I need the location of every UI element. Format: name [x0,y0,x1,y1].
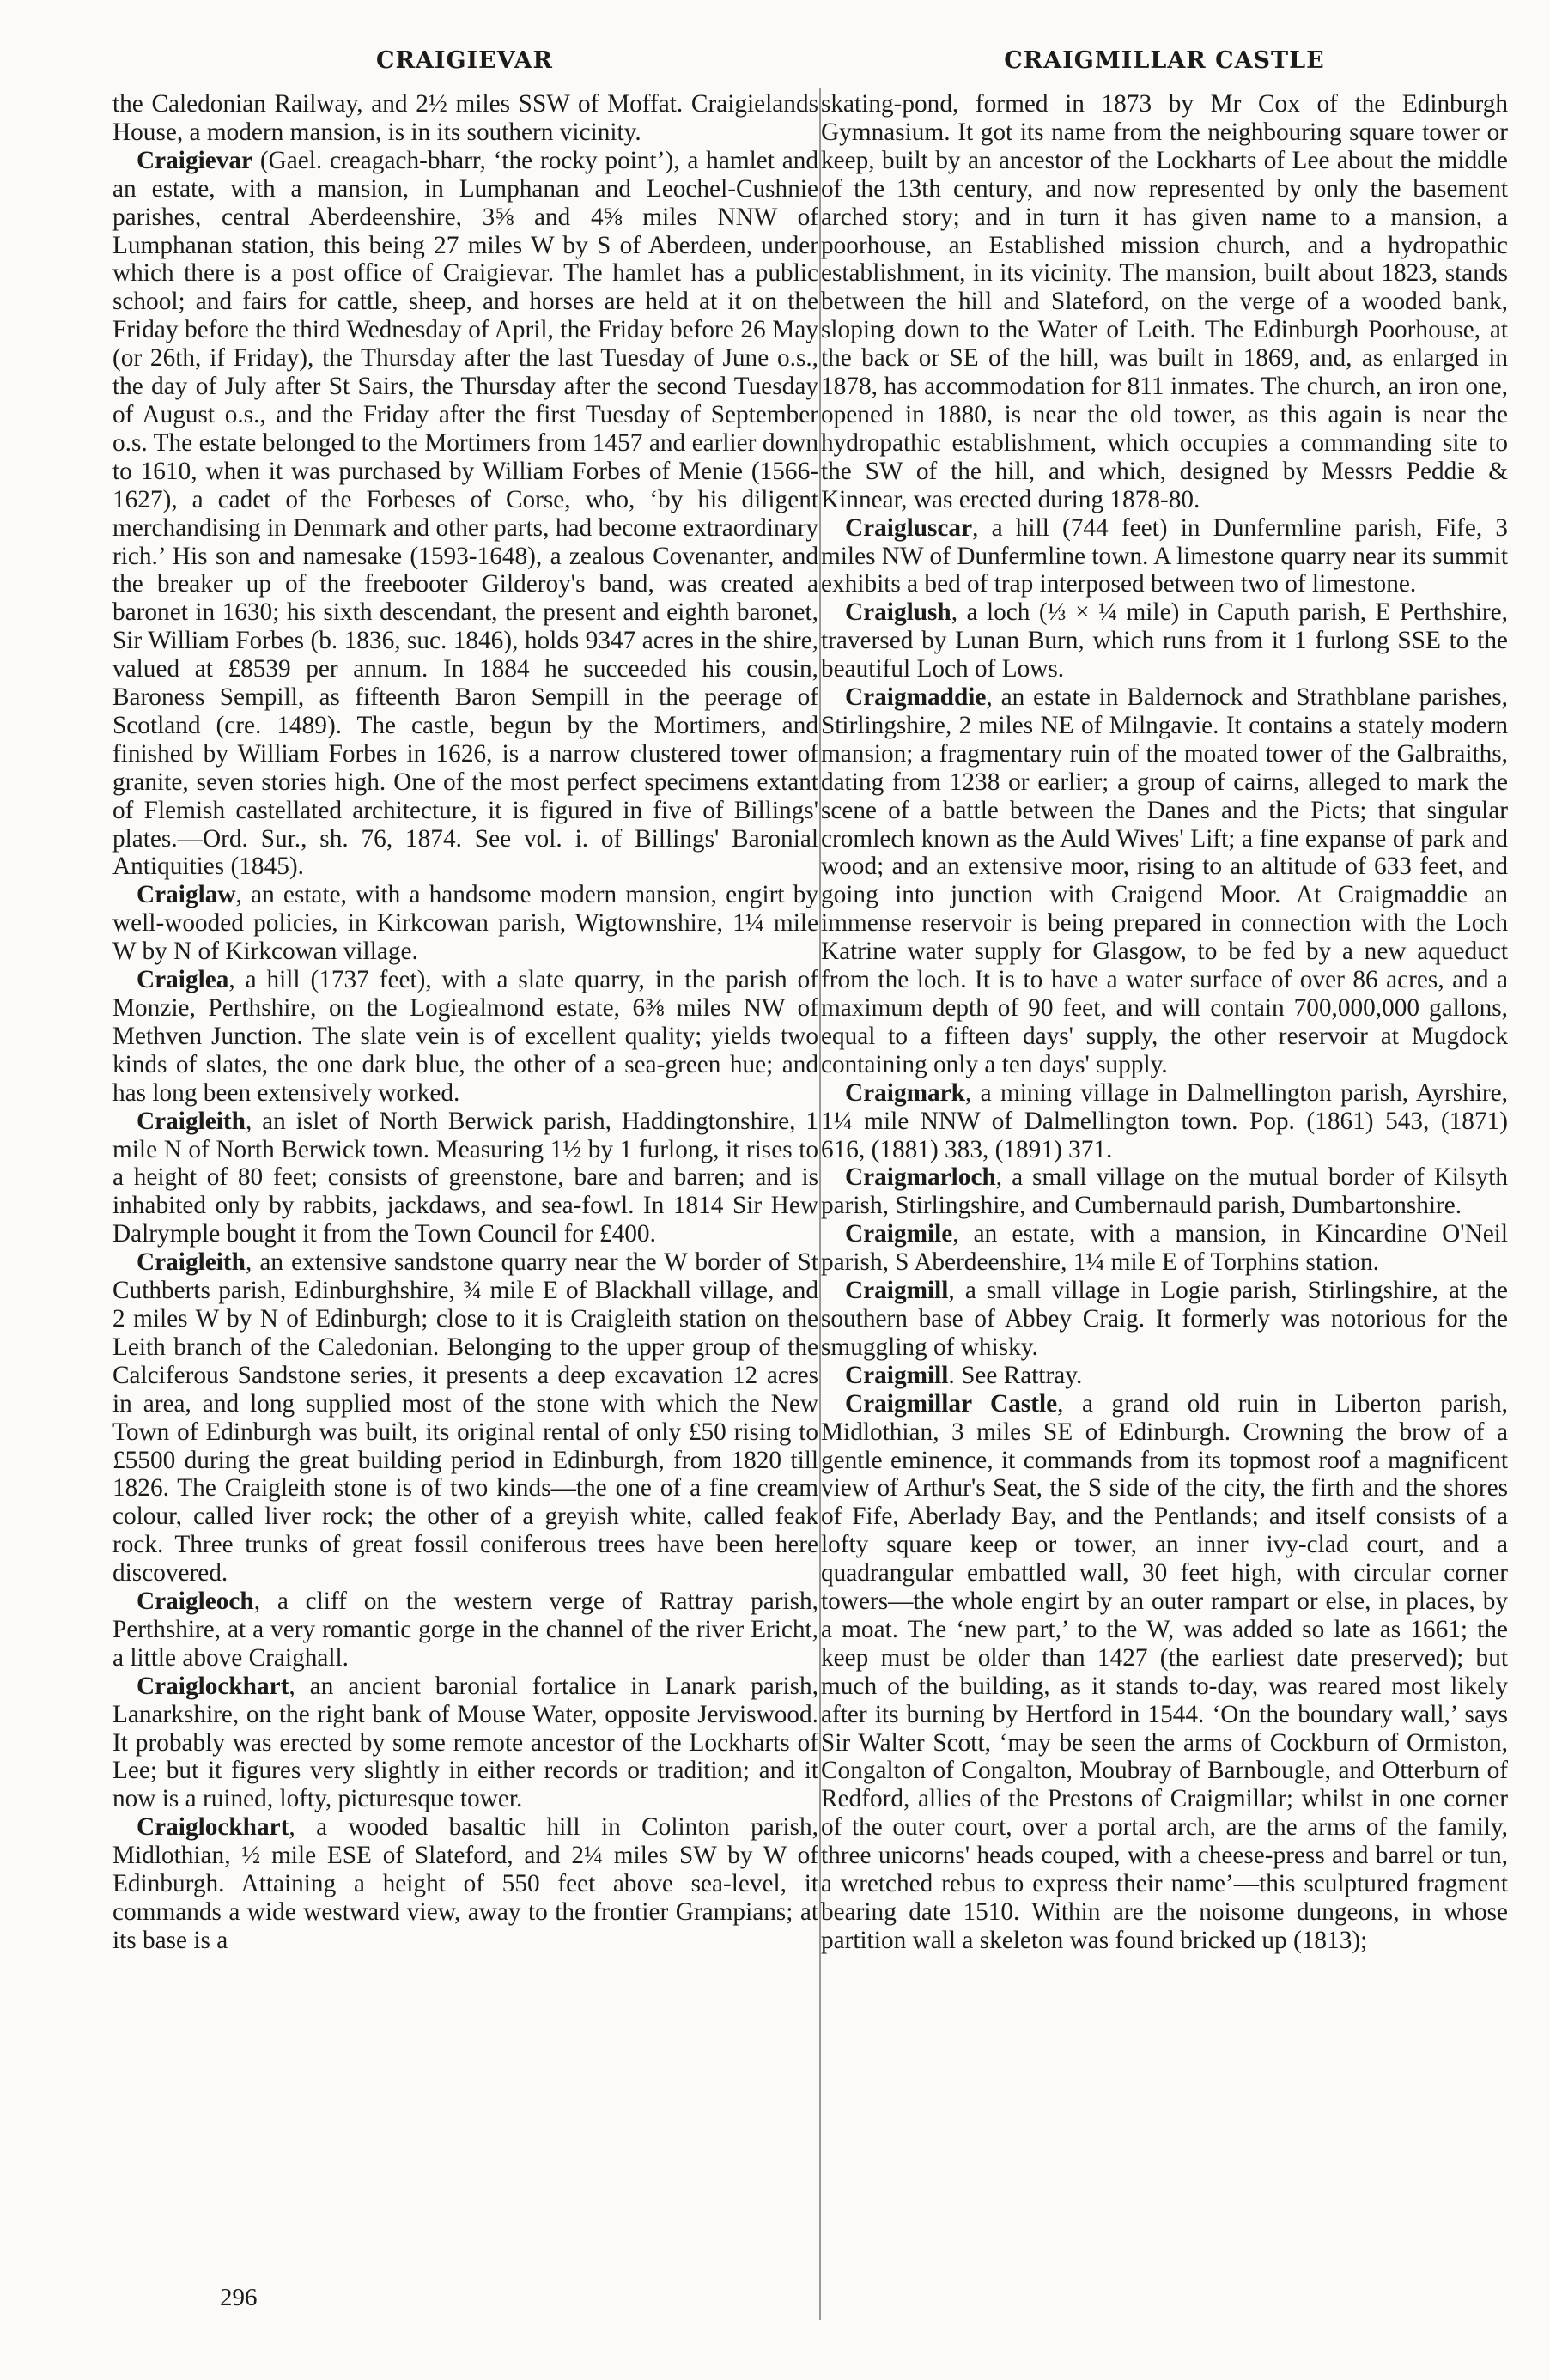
entry-headword: Craigleoch [137,1588,254,1616]
gazetteer-entry [821,1390,1508,1955]
entry-text: . See Rattray. [948,1361,1083,1389]
gazetteer-entry [821,1079,1508,1164]
entry-text: , a hill (744 feet) in Dunfermline parish, Fife, 3 miles NW of Dunfermline town. A limestone quarry near its summit exhibits a bed of trap interposed between two of limestone. [821,513,1508,598]
entry-text: , a mining village in Dalmellington parish, Ayrshire, 1¼ mile NNW of Dalmellington town. Pop. (1861) 543, (1871) 616, (1881) 383, (1891) 371. [821,1078,1508,1163]
entry-headword: Craigmarloch [845,1163,996,1192]
gazetteer-entry [821,514,1508,599]
entry-headword: Craigluscar [845,513,973,542]
entry-headword: Craigievar [137,146,253,174]
left-column [112,90,818,1955]
gazetteer-entry [112,1813,818,1955]
running-head-right: CRAIGMILLAR CASTLE [1004,47,1325,74]
entry-headword: Craigleith [137,1248,246,1277]
gazetteer-entry [821,1163,1508,1220]
entry-headword: Craiglea [137,966,229,994]
entry-headword: Craiglockhart [137,1672,289,1700]
entry-headword: Craiglush [845,598,951,627]
entry-text: the Caledonian Railway, and 2½ miles SSW of Moffat. Craigielands House, a modern mansion, is in its southern vicinity. [112,90,818,146]
entry-text: , an islet of North Berwick parish, Haddingtonshire, 1 mile N of North Berwick town. Measuring 1½ by 1 furlong, it rises to a height of 80 feet; consists of greenstone, bare and barren; and is inhabited only by rabbits, jackdaws, and sea-fowl. In 1814 Sir Hew Dalrymple bought it from the Town Council for £400. [112,1107,818,1248]
gazetteer-entry [112,966,818,1108]
entry-headword: Craigleith [137,1107,246,1135]
gazetteer-entry [821,90,1508,514]
entry-text: , a loch (⅓ × ¼ mile) in Caputh parish, E Perthshire, traversed by Lunan Burn, which runs from it 1 furlong SSE to the beautiful Loch of Lows. [821,598,1508,683]
gazetteer-entry [821,1277,1508,1362]
entry-text: , an estate, with a mansion, in Kincardine O'Neil parish, S Aberdeenshire, 1¼ mile E of Torphins station. [821,1220,1508,1277]
gazetteer-entry [821,1220,1508,1277]
right-column [821,90,1508,1955]
entry-headword: Craigmill [845,1277,949,1305]
running-head-left: CRAIGIEVAR [375,47,553,74]
entry-text: , a cliff on the western verge of Rattray parish, Perthshire, at a very romantic gorge in the channel of the river Ericht, a little above Craighall. [112,1588,818,1672]
entry-text: , a wooded basaltic hill in Colinton parish, Midlothian, ½ mile ESE of Slateford, and 2¼ miles SW by W of Edinburgh. Attaining a height of 550 feet above sea-level, it commands a wide westward view, away to the frontier Grampians; at its base is a [112,1813,818,1954]
gazetteer-entry [821,683,1508,1079]
gazetteer-entry [112,1673,818,1814]
entry-text: , a small village on the mutual border of Kilsyth parish, Stirlingshire, and Cumbernauld parish, Dumbartonshire. [821,1163,1508,1220]
entry-headword: Craigmile [845,1220,953,1248]
entry-text: (Gael. creagach-bharr, ‘the rocky point’), a hamlet and an estate, with a mansion, in Lumphanan and Leochel-Cushnie parishes, central Aberdeenshire, 3⅝ and 4⅝ miles NNW of Lumphanan station, this being 27 miles W by S of Aberdeen, under which there is a post office of Craigievar. The hamlet has a public school; and fairs for cattle, sheep, and horses are held at it on the Friday before the third Wednesday of April, the Friday before 26 May (or 26th, if Friday), the Thursday after the last Tuesday of June o.s., the day of July after St Sairs, the Thursday after the second Tuesday of August o.s., and the Friday after the first Tuesday of September o.s. The estate belonged to the Mortimers from 1457 and earlier down to 1610, when it was purchased by William Forbes of Menie (1566-1627), a cadet of the Forbeses of Corse, who, ‘by his diligent merchandising in Denmark and other parts, had become extraordinary rich.’ His son and namesake (1593-1648), a zealous Covenanter, and the breaker up of the freebooter Gilderoy's band, was created a baronet in 1630; his sixth descendant, the present and eighth baronet, Sir William Forbes (b. 1836, suc. 1846), holds 9347 acres in the shire, valued at £8539 per annum. In 1884 he succeeded his cousin, Baroness Sempill, as fifteenth Baron Sempill in the peerage of Scotland (cre. 1489). The castle, begun by the Mortimers, and finished by William Forbes in 1626, is a narrow clustered tower of granite, seven stories high. One of the most perfect specimens extant of Flemish castellated architecture, it is figured in five of Billings' plates.—Ord. Sur., sh. 76, 1874. See vol. i. of Billings' Baronial Antiquities (1845). [112,146,818,881]
entry-headword: Craiglaw [137,881,236,909]
entry-text: , an estate, with a handsome modern mansion, engirt by well-wooded policies, in Kirkcowan parish, Wigtownshire, 1¼ mile W by N of Kirkcowan village. [112,881,818,966]
entry-headword: Craigmaddie [845,683,987,712]
entry-text: , a small village in Logie parish, Stirlingshire, at the southern base of Abbey Craig. It formerly was notorious for the smuggling of whisky. [821,1277,1508,1361]
entry-text: , a hill (1737 feet), with a slate quarry, in the parish of Monzie, Perthshire, on the Logiealmond estate, 6⅜ miles NW of Methven Junction. The slate vein is of excellent quality; yields two kinds of slates, the one dark blue, the other of a sea-green hue; and has long been extensively worked. [112,966,818,1107]
page-number: 296 [220,2284,258,2311]
gazetteer-entry [821,598,1508,683]
gazetteer-entry [112,90,818,147]
entry-text: , an ancient baronial fortalice in Lanark parish, Lanarkshire, on the right bank of Mouse Water, opposite Jerviswood. It probably was erected by some remote ancestor of the Lockharts of Lee; but it figures very slightly in either records or tradition; and it now is a ruined, lofty, picturesque tower. [112,1672,818,1813]
entry-text: , an estate in Baldernock and Strathblane parishes, Stirlingshire, 2 miles NE of Milngavie. It contains a stately modern mansion; a fragmentary ruin of the moated tower of the Galbraiths, dating from 1238 or earlier; a group of cairns, alleged to mark the scene of a battle between the Danes and the Picts; that singular cromlech known as the Auld Wives' Lift; a fine expanse of park and wood; and an extensive moor, rising to an altitude of 633 feet, and going into junction with Craigend Moor. At Craigmaddie an immense reservoir is being prepared in connection with the Loch Katrine water supply for Glasgow, to be fed by a new aqueduct from the loch. It is to have a water surface of over 86 acres, and a maximum depth of 90 feet, and will contain 700,000,000 gallons, equal to a fifteen days' supply, the other reservoir at Mugdock containing only a ten days' supply. [821,683,1508,1078]
entry-text: , an extensive sandstone quarry near the W border of St Cuthberts parish, Edinburghshire, ¾ mile E of Blackhall village, and 2 miles W by N of Edinburgh; close to it is Craigleith station on the Leith branch of the Caledonian. Belonging to the upper group of the Calciferous Sandstone series, it presents a deep excavation 12 acres in area, and long supplied most of the stone with which the New Town of Edinburgh was built, its original rental of only £50 rising to £5500 during the great building period in Edinburgh, from 1820 till 1826. The Craigleith stone is of two kinds—the one of a fine cream colour, called liver rock; the other of a greyish white, called feak rock. Three trunks of great fossil coniferous trees have been here discovered. [112,1248,818,1588]
entry-text: , a grand old ruin in Liberton parish, Midlothian, 3 miles SE of Edinburgh. Crowning the brow of a gentle eminence, it commands from its topmost roof a magnificent view of Arthur's Seat, the S side of the city, the firth and the shores of Fife, Aberlady Bay, and the Pentlands; and itself consists of a lofty square keep or tower, an inner ivy-clad court, and a quadrangular embattled wall, 30 feet high, with circular corner towers—the whole engirt by an outer rampart or else, in places, by a moat. The ‘new part,’ to the W, was added so late as 1661; the keep must be older than 1427 (the earliest date preserved); but much of the building, as it stands to-day, was reared most likely after its burning by Hertford in 1544. ‘On the boundary wall,’ says Sir Walter Scott, ‘may be seen the arms of Cockburn of Ormiston, Congalton of Congalton, Moubray of Barnbougle, and Otterburn of Redford, allies of the Prestons of Craigmillar; whilst in one corner of the outer court, over a portal arch, are the arms of the family, three unicorns' heads couped, with a cheese-press and barrel or tun, a wretched rebus to express their name’—this sculptured fragment bearing date 1510. Within are the noisome dungeons, in whose partition wall a skeleton was found bricked up (1813); [821,1389,1508,1954]
entry-headword: Craigmark [845,1078,965,1107]
gazetteer-entry [112,147,818,882]
gazetteer-entry [112,881,818,966]
entry-headword: Craigmill [845,1361,949,1389]
entry-headword: Craigmillar Castle [845,1389,1058,1418]
entry-headword: Craiglockhart [137,1813,289,1842]
gazetteer-entry [821,1362,1508,1390]
gazetteer-entry [112,1248,818,1588]
entry-text: skating-pond, formed in 1873 by Mr Cox of the Edinburgh Gymnasium. It got its name from the neighbouring square tower or keep, built by an ancestor of the Lockharts of Lee about the middle of the 13th century, and now represented by only the basement arched story; and in turn it has given name to a mansion, a poorhouse, an Established mission church, and a hydropathic establishment, in its vicinity. The mansion, built about 1823, stands between the hill and Slateford, on the verge of a wooded bank, sloping down to the Water of Leith. The Edinburgh Poorhouse, at the back or SE of the hill, was built in 1869, and, as enlarged in 1878, has accommodation for 811 inmates. The church, an iron one, opened in 1880, is near the old tower, as this again is near the hydropathic establishment, which occupies a commanding site to the SW of the hill, and which, designed by Messrs Peddie & Kinnear, was erected during 1878-80. [821,90,1508,513]
gazetteer-entry [112,1108,818,1249]
gazetteer-entry [112,1588,818,1673]
